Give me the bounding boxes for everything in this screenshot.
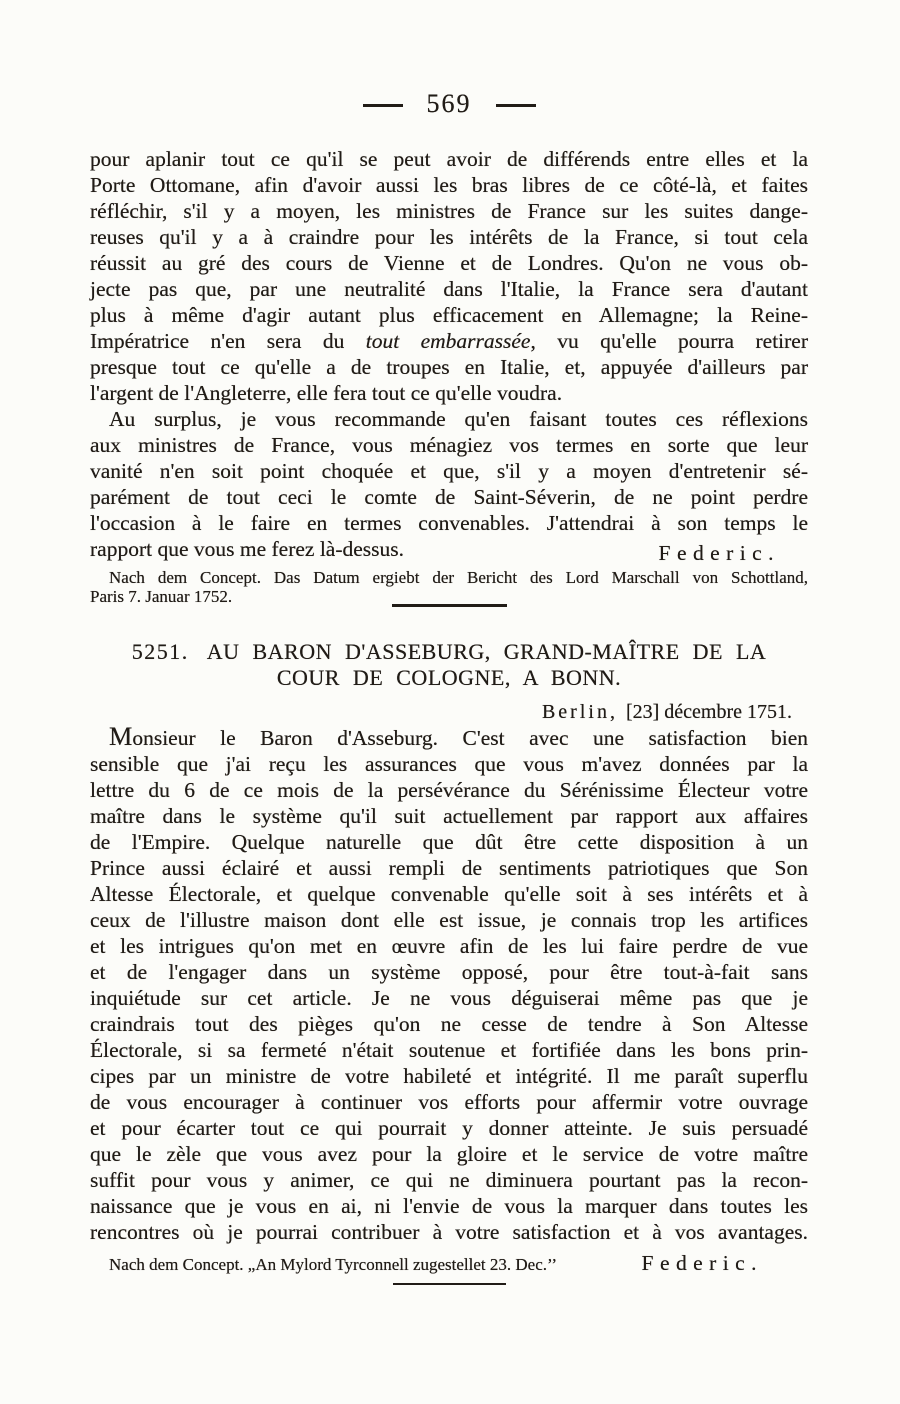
letter-prev-paragraph-2-line: l'occasion à le faire en termes convenables. J'attendrai à son temps le: [90, 511, 808, 535]
letter-prev-paragraph-1-line: reuses qu'il y a à craindre pour les intérêts de la France, si tout cela: [90, 225, 808, 249]
letter-5251-body-line: cipes par un ministre de votre habileté et intégrité. Il me paraît superflu: [90, 1064, 808, 1088]
letter-prev-paragraph-2-line: Au surplus, je vous recommande qu'en faisant toutes ces réflexions: [109, 407, 808, 431]
letter-5251-body-line: et les intrigues qu'on met en œuvre afin de les lui faire perdre de vue: [90, 934, 808, 958]
dateline-date: [23] décembre 1751.: [625, 701, 792, 723]
letter-prev-paragraph-2-line: vanité n'en soit point choquée et que, s'il y a moyen d'entretenir sé-: [90, 459, 808, 483]
signature-federic-1: Federic.: [658, 541, 780, 565]
letter-prev-paragraph-1-line: pour aplanir tout ce qu'il se peut avoir de différends entre elles et la: [90, 147, 808, 171]
letter-5251-body-line: Altesse Électorale, et quelque convenable qu'elle soit à ses intérêts et à: [90, 882, 808, 906]
letter-prev-footnote-line: Nach dem Concept. Das Datum ergiebt der Bericht des Lord Marschall von Schottland,: [109, 568, 808, 587]
letter-prev-paragraph-1-line: plus à même d'agir autant plus efficacement en Allemagne; la Reine-: [90, 303, 808, 327]
letter-5251-body-line: rencontres où je pourrai contribuer à votre satisfaction et à vos avantages.: [90, 1220, 808, 1244]
letter-prev-paragraph-1-line: réfléchir, s'il y a moyen, les ministres de France sur les suites dange-: [90, 199, 808, 223]
letter-5251-body-line: sensible que j'ai reçu les assurances que vous m'avez données par la: [90, 752, 808, 776]
letter-5251-body-line: ceux de l'illustre maison dont elle est issue, je connais trop les artifices: [90, 908, 808, 932]
signature-federic-2: Federic.: [641, 1251, 763, 1275]
letter-prev-paragraph-1: [90, 146, 808, 406]
letter-5251-body-line: naissance que je vous en ai, ni l'envie de vous la marquer dans toutes les: [90, 1194, 808, 1218]
letter-5251-body-line: Électorale, si sa fermeté n'était soutenue et fortifiée dans les bons prin-: [90, 1038, 808, 1062]
letter-prev-paragraph-1-line: jecte pas que, par une neutralité dans l'Italie, la France sera d'autant: [90, 277, 808, 301]
header-dash-left-icon: [363, 104, 403, 107]
letter-prev-paragraph-2: [90, 406, 808, 562]
letter-prev-paragraph-1-line: l'argent de l'Angleterre, elle fera tout ce qu'elle voudra.: [90, 381, 563, 405]
letter-5251-body-line: maître dans le système qu'il suit actuellement par rapport aux affaires: [90, 804, 808, 828]
page-header: [90, 86, 808, 122]
text-column: [90, 0, 808, 1285]
header-dash-right-icon: [496, 104, 536, 107]
section-divider-1: [392, 604, 507, 607]
letter-5251-body-line: Prince aussi éclairé et aussi rempli de sentiments patriotiques que Son: [90, 856, 808, 880]
heading-line-1: [90, 639, 808, 665]
letter-prev-paragraph-2-line: aux ministres de France, vous ménagiez vos termes en sorte que leur: [90, 433, 808, 457]
letter-prev-paragraph-1-line: réussit au gré des cours de Vienne et de Londres. Qu'on ne vous ob-: [90, 251, 808, 275]
letter-prev-paragraph-2-line: parément de tout ceci le comte de Saint-Séverin, de ne point perdre: [90, 485, 808, 509]
dateline-place: Berlin,: [541, 701, 618, 723]
letter-5251-body-line: craindrais tout des pièges qu'on ne cesse de tendre à Son Altesse: [90, 1012, 808, 1036]
letter-5251-footnote: Nach dem Concept. „An Mylord Tyrconnell zugestellet 23. Dec.’’: [109, 1255, 558, 1274]
letter-prev-paragraph-1-line: Porte Ottomane, afin d'avoir aussi les bras libres de ce côté-là, et faites: [90, 173, 808, 197]
letter-5251-body-line: et de l'engager dans un système opposé, pour être tout-à-fait sans: [90, 960, 808, 984]
letter-5251-body-line: que le zèle que vous avez pour la gloire et le service de votre maître: [90, 1142, 808, 1166]
letter-5251-dateline: [90, 699, 808, 725]
heading-title-1: AU BARON D'ASSEBURG, GRAND-MAÎTRE DE LA: [206, 639, 767, 664]
letter-5251-body: [90, 722, 808, 1245]
letter-prev-paragraph-1-line: Impératrice n'en sera du tout embarrassée, vu qu'elle pourra retirer: [90, 329, 808, 353]
letter-5251-body-line: de vous encourager à continuer vos efforts pour affermir votre ouvrage: [90, 1090, 808, 1114]
letter-5251-heading: [90, 639, 808, 691]
letter-5251-body-line: et pour écarter tout ce qui pourrait y donner atteinte. Je suis persuadé: [90, 1116, 808, 1140]
section-divider-2: [393, 1283, 506, 1285]
letter-5251-body-line: lettre du 6 de ce mois de la persévérance du Sérénissime Électeur votre: [90, 778, 808, 802]
letter-5251-body-line: de l'Empire. Quelque naturelle que dût être cette disposition à un: [90, 830, 808, 854]
letter-5251-body-line: inquiétude sur cet article. Je ne vous déguiserai même pas que je: [90, 986, 808, 1010]
heading-line-2: COUR DE COLOGNE, A BONN.: [276, 665, 622, 690]
letter-prev-footnote-line: Paris 7. Januar 1752.: [90, 587, 233, 606]
letter-5251-footer: [90, 1251, 808, 1277]
letter-5251-body-line: Monsieur le Baron d'Asseburg. C'est avec une satisfaction bien: [109, 722, 808, 751]
letter-prev-paragraph-2-line: rapport que vous me ferez là-dessus.: [90, 537, 405, 561]
letter-number: 5251.: [131, 639, 189, 664]
letter-prev-paragraph-1-line: presque tout ce qu'elle a de troupes en Italie, et, appuyée d'ailleurs par: [90, 355, 808, 379]
page-number: 569: [426, 89, 472, 118]
letter-prev-footnote: [90, 568, 808, 606]
letter-5251-body-line: suffit pour vous y animer, ce qui ne diminuera pourtant pas la recon-: [90, 1168, 808, 1192]
